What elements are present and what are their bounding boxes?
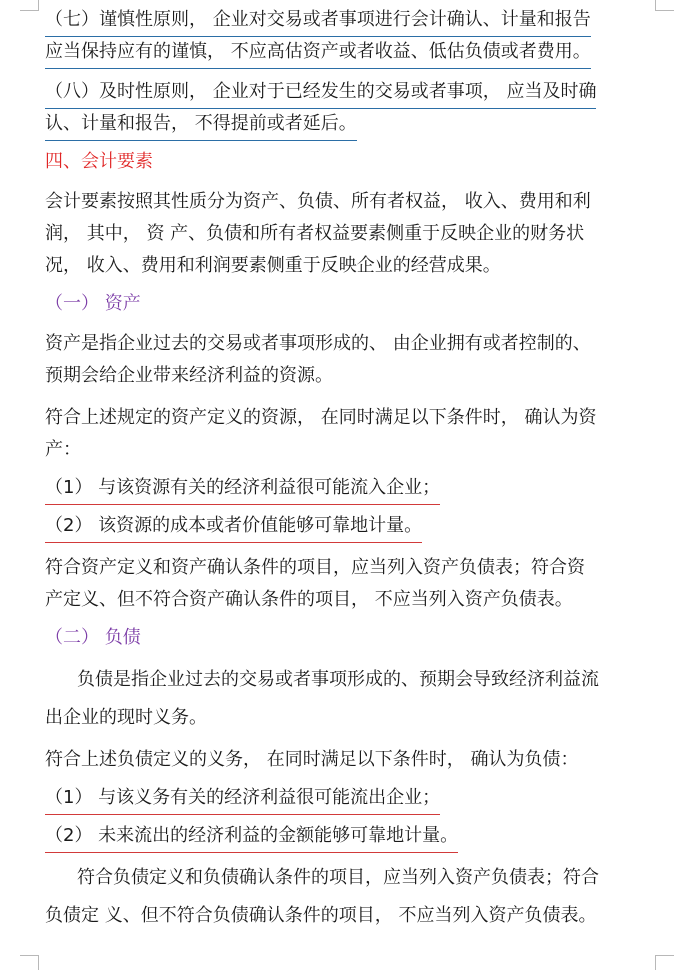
paragraph-line: 符合上述规定的资产定义的资源， 在同时满足以下条件时， 确认为资 [45,407,597,428]
liabilities-listing [45,862,660,932]
paragraph-line: 符合负债定义和负债确认条件的项目，应当列入资产负债表；符合 [77,867,599,888]
section-intro [45,186,660,282]
principle-line: 应当保持应有的谨慎， 不应高估资产或者收益、低估负债或者费用。 [45,38,591,69]
page-corner-mark [655,955,674,970]
principle-timeliness [45,76,660,140]
paragraph-line: 况， 收入、费用和利润要素侧重于反映企业的经营成果。 [45,255,501,276]
liabilities-condition-1 [45,782,660,814]
paragraph-line: 负债是指企业过去的交易或者事项形成的、预期会导致经济利益流 [77,669,599,690]
assets-condition-2 [45,510,660,542]
paragraph-line: 资产是指企业过去的交易或者事项形成的、 由企业拥有或者控制的、 [45,333,591,354]
paragraph-line: 符合上述负债定义的义务， 在同时满足以下条件时， 确认为负债： [45,749,579,770]
section-heading: 四、会计要素 [45,151,153,172]
liabilities-definition [45,664,660,734]
page-corner-mark [20,955,39,970]
page-corner-mark [20,0,39,11]
paragraph-line: 润， 其中， 资 产、负债和所有者权益要素侧重于反映企业的财务状 [45,223,585,244]
paragraph-line: 预期会给企业带来经济利益的资源。 [45,365,333,386]
liabilities-condition-2 [45,820,660,852]
paragraph-line: 会计要素按照其性质分为资产、负债、所有者权益， 收入、费用和利 [45,191,591,212]
assets-conditions-intro [45,402,660,466]
paragraph-line: 产： [45,439,81,460]
assets-condition-1 [45,472,660,504]
paragraph-line: 符合资产定义和资产确认条件的项目，应当列入资产负债表；符合资 [45,557,585,578]
principle-line: （八）及时性原则， 企业对于已经发生的交易或者事项， 应当及时确 [45,78,596,109]
principle-line: （七）谨慎性原则， 企业对交易或者事项进行会计确认、计量和报告 [45,6,591,37]
principle-prudence [45,4,660,68]
condition-line: （2） 未来流出的经济利益的金额能够可靠地计量。 [45,822,458,853]
subsection-heading-liabilities: （二） 负债 [45,627,141,648]
paragraph-line: 产定义、但不符合资产确认条件的项目， 不应当列入资产负债表。 [45,589,573,610]
principle-line: 认、计量和报告， 不得提前或者延后。 [45,110,357,141]
assets-definition [45,328,660,392]
subsection-heading-assets: （一） 资产 [45,293,141,314]
condition-line: （2） 该资源的成本或者价值能够可靠地计量。 [45,512,422,543]
assets-listing [45,552,660,616]
condition-line: （1） 与该资源有关的经济利益很可能流入企业； [45,474,440,505]
liabilities-conditions-intro [45,744,660,776]
paragraph-line: 负债定 义、但不符合负债确认条件的项目， 不应当列入资产负债表。 [45,905,597,926]
condition-line: （1） 与该义务有关的经济利益很可能流出企业； [45,784,440,815]
paragraph-line: 出企业的现时义务。 [45,707,207,728]
